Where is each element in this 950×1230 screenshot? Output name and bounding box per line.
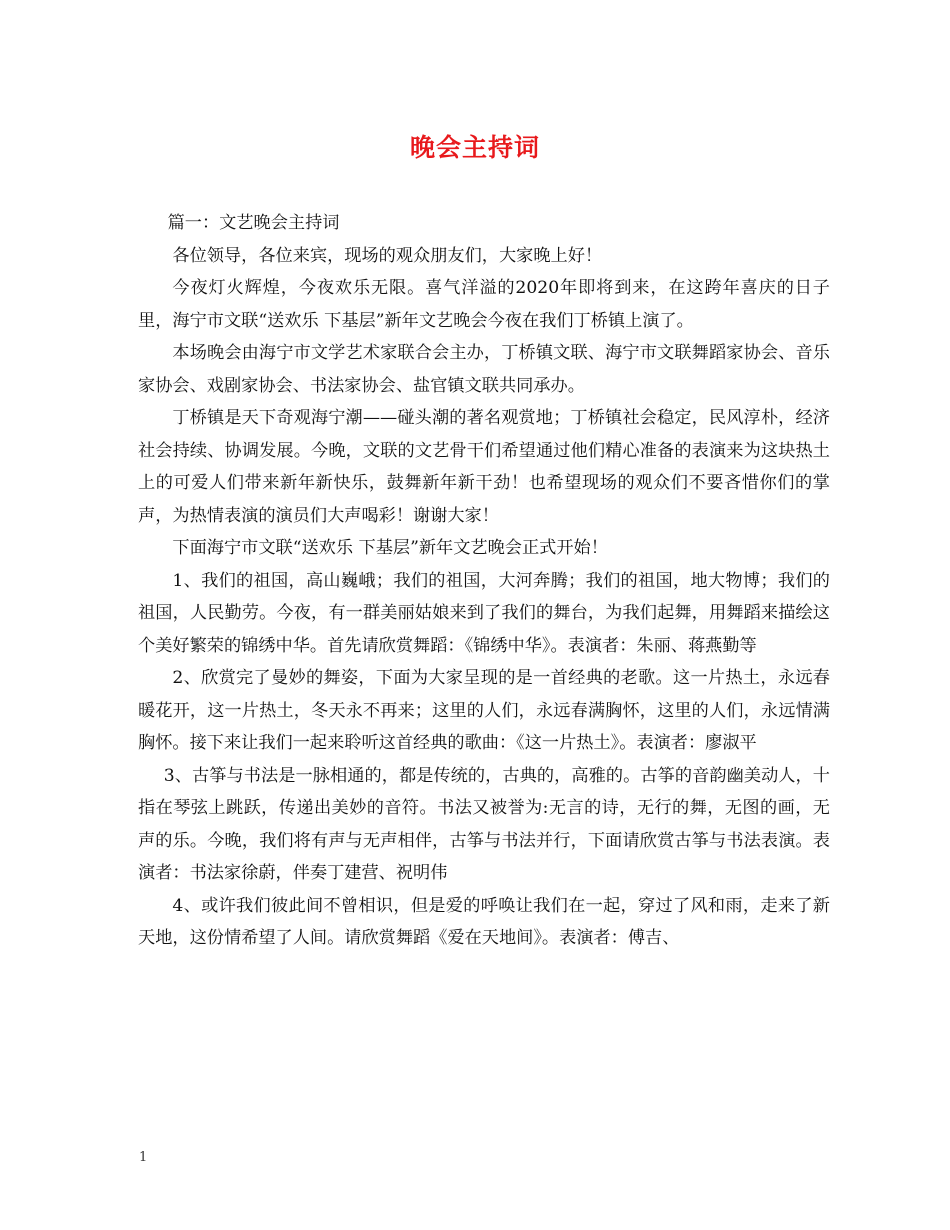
section-heading: 篇一：文艺晚会主持词 [167, 213, 340, 233]
paragraph-program-3: 3、古筝与书法是一脉相通的，都是传统的，古典的，高雅的。古筝的音韵幽美动人，十指在琴弦上跳跃，传递出美妙的音符。书法又被誉为:无言的诗，无行的舞，无图的画，无声的乐。今晚，我们将有声与无声相伴，古筝与书法并行，下面请欣赏古筝与书法表演。表演者：书法家徐蔚，伴奏丁建营、祝明伟 [138, 765, 830, 883]
document-title: 晚会主持词 [409, 133, 540, 162]
paragraph-start: 下面海宁市文联“送欢乐 下基层”新年文艺晚会正式开始！ [172, 538, 608, 558]
paragraph-greeting: 各位领导，各位来宾，现场的观众朋友们，大家晚上好！ [172, 245, 603, 266]
page-number: 1 [139, 1150, 148, 1165]
document-body [138, 207, 830, 955]
paragraph-program-1: 1、我们的祖国，高山巍峨；我们的祖国，大河奔腾；我们的祖国，地大物博；我们的祖国，人民勤劳。今夜，有一群美丽姑娘来到了我们的舞台，为我们起舞，用舞蹈来描绘这个美好繁荣的锦绣中华。首先请欣赏舞蹈：《锦绣中华》。表演者：朱丽、蒋燕勤等 [138, 570, 830, 656]
paragraph-organizers: 本场晚会由海宁市文学艺术家联合会主办，丁桥镇文联、海宁市文联舞蹈家协会、音乐家协会、戏剧家协会、书法家协会、盐官镇文联共同承办。 [138, 343, 830, 396]
paragraph-program-2: 2、欣赏完了曼妙的舞姿，下面为大家呈现的是一首经典的老歌。这一片热土，永远春暖花开，这一片热土，冬天永不再来；这里的人们，永远春满胸怀，这里的人们，永远情满胸怀。接下来让我们一起来聆听这首经典的歌曲：《这一片热土》。表演者：廖淑平 [138, 668, 830, 753]
paragraph-program-4: 4、或许我们彼此间不曾相识，但是爱的呼唤让我们在一起，穿过了风和雨，走来了新天地，这份情希望了人间。请欣赏舞蹈《爱在天地间》。表演者：傅吉、 [138, 895, 830, 948]
paragraph-town-intro: 丁桥镇是天下奇观海宁潮——碰头潮的著名观赏地；丁桥镇社会稳定，民风淳朴，经济社会持续、协调发展。今晚，文联的文艺骨干们希望通过他们精心准备的表演来为这块热土上的可爱人们带来新年新快乐，鼓舞新年新干劲！也希望现场的观众们不要吝惜你们的掌声，为热情表演的演员们大声喝彩！谢谢大家！ [138, 408, 830, 526]
paragraph-opening: 今夜灯火辉煌，今夜欢乐无限。喜气洋溢的2020年即将到来，在这跨年喜庆的日子里，海宁市文联“送欢乐 下基层”新年文艺晚会今夜在我们丁桥镇上演了。 [138, 278, 830, 331]
